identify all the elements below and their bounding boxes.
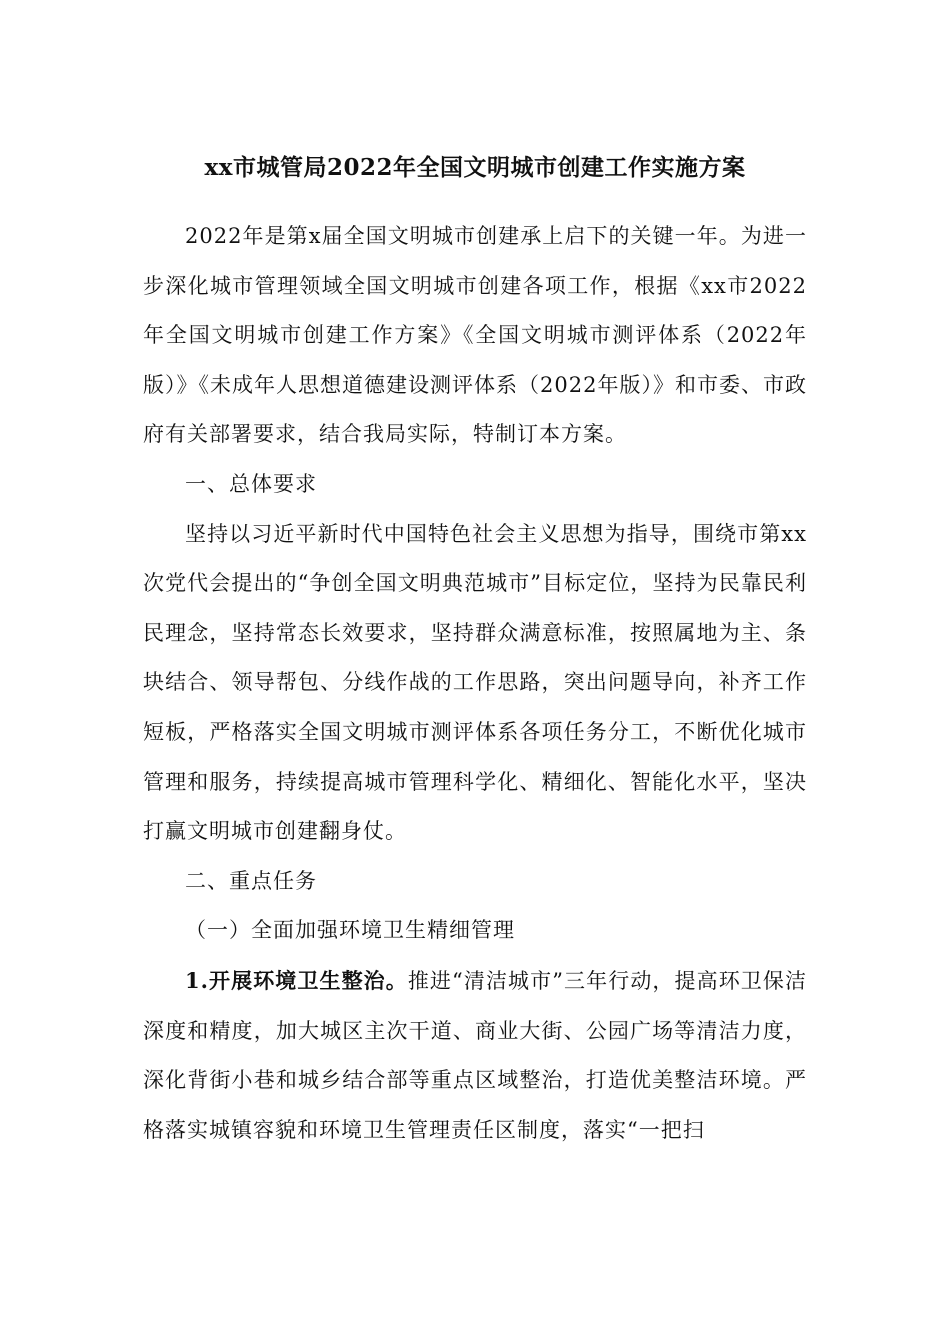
subsection-heading-environment-sanitation: （一）全面加强环境卫生精细管理 xyxy=(185,918,515,943)
item-1-lead: 1.开展环境卫生整治。 xyxy=(185,967,408,993)
item-1-paragraph xyxy=(143,956,807,1155)
general-requirements-paragraph: 坚持以习近平新时代中国特色社会主义思想为指导，围绕市第xx次党代会提出的“争创全国文明典范城市”目标定位，坚持为民靠民利民理念，坚持常态长效要求，坚持群众满意标准，按照属地为主、条块结合、领导帮包、分线作战的工作思路，突出问题导向，补齐工作短板，严格落实全国文明城市测评体系各项任务分工，不断优化城市管理和服务，持续提高城市管理科学化、精细化、智能化水平，坚决打赢文明城市创建翻身仗。 xyxy=(143,521,807,844)
section-heading-key-tasks: 二、重点任务 xyxy=(185,868,317,893)
item-1-body: 推进“清洁城市”三年行动，提高环卫保洁深度和精度，加大城区主次干道、商业大街、公园广场等清洁力度，深化背街小巷和城乡结合部等重点区域整治，打造优美整洁环境。严格落实城镇容貌和环境卫生管理责任区制度，落实“一把扫 xyxy=(143,968,807,1142)
document-title: xx市城管局2022年全国文明城市创建工作实施方案 xyxy=(204,154,746,181)
intro-paragraph: 2022年是第x届全国文明城市创建承上启下的关键一年。为进一步深化城市管理领域全国文明城市创建各项工作，根据《xx市2022年全国文明城市创建工作方案》《全国文明城市测评体系（2022年版）》《未成年人思想道德建设测评体系（2022年版）》和市委、市政府有关部署要求，结合我局实际，特制订本方案。 xyxy=(143,224,807,447)
section-heading-general-requirements: 一、总体要求 xyxy=(185,471,317,496)
document-body xyxy=(143,212,807,1155)
